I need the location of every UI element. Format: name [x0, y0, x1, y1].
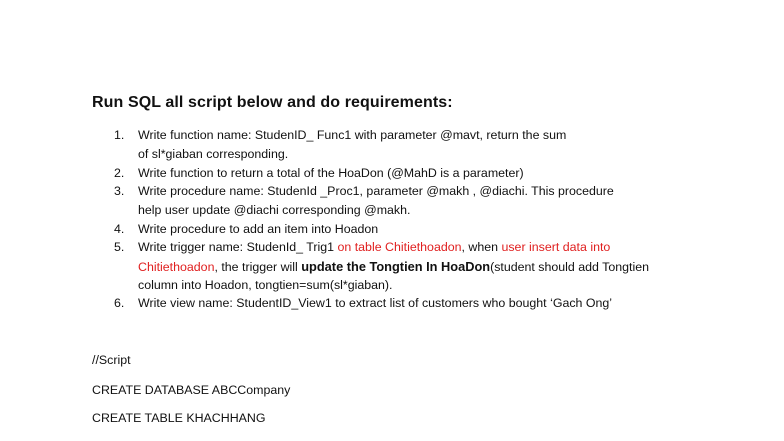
requirement-text-part: (student should add Tongtien — [490, 260, 649, 274]
requirement-number: 2. — [114, 166, 125, 180]
requirement-text: Write procedure name: StudenId _Proc1, parameter @makh , @diachi. This procedure — [138, 184, 614, 198]
highlighted-text: Chitiethoadon — [138, 260, 215, 274]
requirement-text: Write view name: StudentID_View1 to extract list of customers who bought ‘Gach Ong’ — [138, 296, 613, 310]
highlighted-text: user insert data into — [501, 240, 611, 254]
script-line: CREATE TABLE KHACHHANG — [92, 411, 266, 425]
requirement-text: Write function to return a total of the HoaDon (@MahD is a parameter) — [138, 166, 524, 180]
requirement-text-part: Write trigger name: StudenId_ Trig1 — [138, 240, 338, 254]
requirement-number: 5. — [114, 240, 125, 254]
script-comment: //Script — [92, 353, 131, 367]
requirement-text-part: , when — [461, 240, 502, 254]
bold-text: update the Tongtien In HoaDon — [301, 259, 491, 274]
document-heading: Run SQL all script below and do requirements: — [92, 94, 453, 111]
requirement-text: Write procedure to add an item into Hoadon — [138, 222, 379, 236]
requirement-number: 3. — [114, 184, 125, 198]
highlighted-text: on table Chitiethoadon — [337, 240, 462, 254]
requirement-number: 6. — [114, 296, 125, 310]
requirement-text — [138, 240, 610, 254]
requirement-text: column into Hoadon, tongtien=sum(sl*giaban). — [138, 278, 393, 292]
requirement-text: help user update @diachi corresponding @makh. — [138, 203, 411, 217]
script-line: CREATE DATABASE ABCCompany — [92, 383, 291, 397]
requirement-number: 1. — [114, 128, 125, 142]
requirement-number: 4. — [114, 222, 125, 236]
requirement-text: Write function name: StudenID_ Func1 with parameter @mavt, return the sum — [138, 128, 567, 142]
requirement-text: of sl*giaban corresponding. — [138, 147, 289, 161]
requirement-text — [138, 259, 649, 274]
requirement-text-part: , the trigger will — [214, 260, 302, 274]
